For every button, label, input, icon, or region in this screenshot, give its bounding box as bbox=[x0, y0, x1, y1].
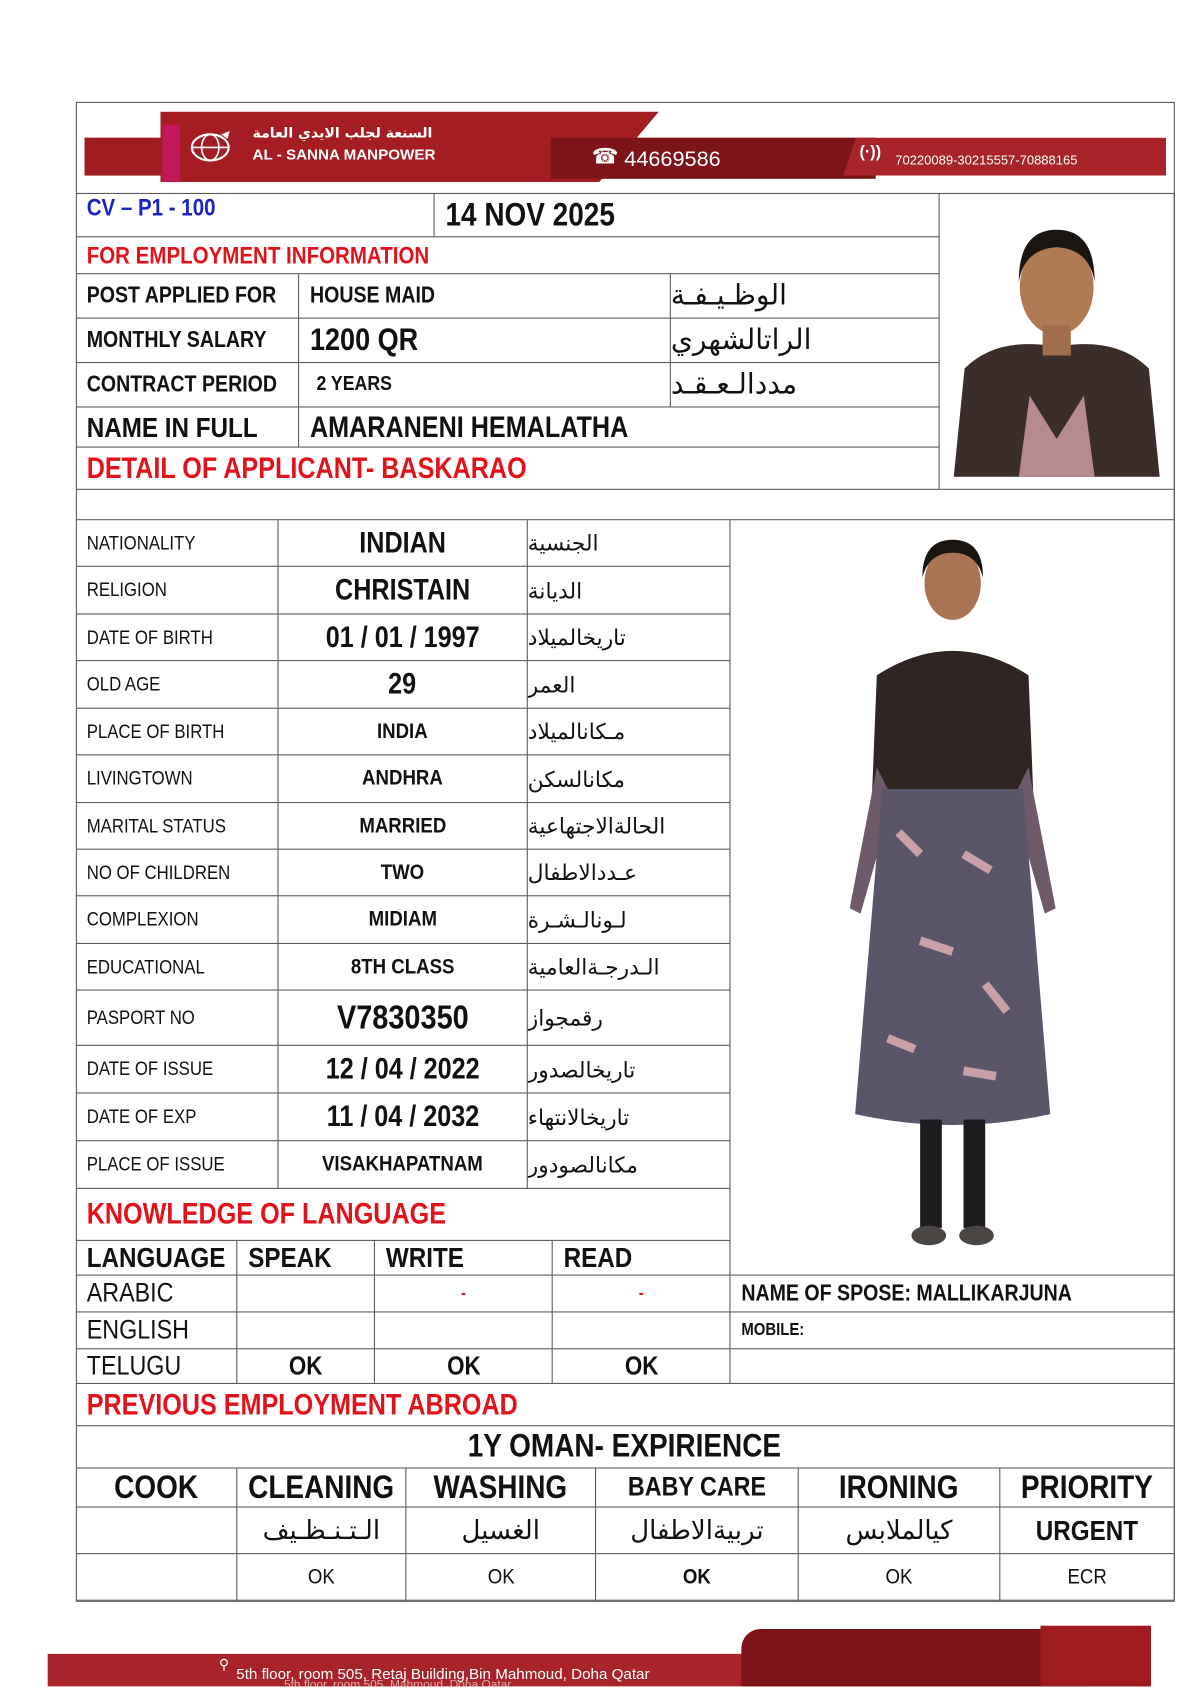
detail-value-8 bbox=[279, 896, 528, 944]
detail-value-5-text: ANDHRA bbox=[362, 766, 444, 791]
skill-value-1 bbox=[237, 1554, 406, 1601]
detail-label-11 bbox=[76, 1046, 279, 1094]
detail-label-8-text: COMPLEXION bbox=[86, 908, 199, 930]
detail-value-13 bbox=[279, 1141, 528, 1189]
detail-value-1-text: CHRISTAIN bbox=[335, 573, 471, 606]
footer-banner bbox=[48, 1615, 1153, 1691]
language-header-2-text: WRITE bbox=[385, 1240, 464, 1274]
skill-value-0 bbox=[76, 1554, 237, 1601]
company-name: AL - SANNA MANPOWER bbox=[252, 145, 436, 163]
detail-label-13 bbox=[76, 1141, 279, 1189]
detail-value-4-text: INDIA bbox=[377, 719, 429, 743]
detail-arabic-8: لـونالـشـرة bbox=[528, 896, 731, 944]
previous-employment-title: PREVIOUS EMPLOYMENT ABROAD bbox=[76, 1384, 1175, 1426]
detail-label-7-text: NO OF CHILDREN bbox=[86, 861, 231, 883]
detail-arabic-10: رقمجواز bbox=[528, 991, 731, 1046]
detail-value-9 bbox=[279, 944, 528, 991]
detail-value-3-text: 29 bbox=[388, 667, 417, 701]
mobile-numbers: 70220089-30215557-70888165 bbox=[895, 152, 1078, 168]
detail-label-12-text: DATE OF EXP bbox=[86, 1105, 197, 1128]
skill-name-4 bbox=[799, 1469, 1001, 1508]
detail-value-7-text: TWO bbox=[380, 859, 425, 884]
detail-arabic-7: عـددالاطفال bbox=[528, 850, 731, 897]
detail-value-2 bbox=[279, 615, 528, 662]
skill-name-1-text: CLEANING bbox=[248, 1469, 395, 1505]
detail-section-title: DETAIL OF APPLICANT- BASKARAO bbox=[76, 448, 940, 490]
detail-label-1 bbox=[76, 567, 279, 615]
language-write-2-text: OK bbox=[446, 1350, 481, 1381]
detail-label-11-text: DATE OF ISSUE bbox=[86, 1057, 214, 1080]
language-header-3-text: READ bbox=[563, 1240, 633, 1274]
salary-label: MONTHLY SALARY bbox=[76, 319, 299, 363]
language-language-1-text: ENGLISH bbox=[86, 1314, 190, 1345]
spouse-name: NAME OF SPOSE: MALLIKARJUNA bbox=[730, 1276, 1174, 1313]
post-label: POST APPLIED FOR bbox=[76, 274, 299, 318]
skill-arabic-3: تربيةالاطفال bbox=[596, 1508, 799, 1555]
skill-arabic-1: الـتـنـظـيف bbox=[237, 1508, 406, 1555]
language-speak-0 bbox=[237, 1276, 375, 1313]
skill-value-4-text: OK bbox=[885, 1564, 913, 1589]
language-read-2 bbox=[553, 1349, 731, 1384]
skill-name-2-text: WASHING bbox=[433, 1469, 568, 1505]
empty-cell bbox=[730, 1349, 1174, 1384]
name-value: AMARANENI HEMALATHA bbox=[299, 408, 940, 448]
language-header-0 bbox=[76, 1241, 237, 1276]
contract-value: 2 YEARS bbox=[299, 363, 671, 407]
salary-arabic: الراتالشهري bbox=[671, 319, 940, 363]
skill-value-2 bbox=[406, 1554, 596, 1601]
language-read-0-text: - bbox=[638, 1283, 644, 1303]
detail-value-10-text: V7830350 bbox=[336, 998, 469, 1037]
salary-value: 1200 QR bbox=[299, 319, 671, 363]
detail-arabic-9: الـدرجـةالعامية bbox=[528, 944, 731, 991]
detail-label-5 bbox=[76, 755, 279, 803]
spacer-row bbox=[76, 490, 1175, 520]
phone-number: 44669586 bbox=[624, 147, 721, 172]
skill-name-5 bbox=[1000, 1469, 1174, 1508]
language-write-2 bbox=[375, 1349, 553, 1384]
skill-name-4-text: IRONING bbox=[839, 1469, 959, 1505]
language-write-0-text: - bbox=[460, 1283, 466, 1303]
skill-name-2 bbox=[406, 1469, 596, 1508]
detail-label-3 bbox=[76, 661, 279, 709]
detail-label-0-text: NATIONALITY bbox=[86, 531, 196, 554]
language-read-2-text: OK bbox=[624, 1350, 658, 1381]
language-language-1 bbox=[76, 1312, 237, 1349]
detail-value-4 bbox=[279, 709, 528, 756]
skill-name-0-text: COOK bbox=[114, 1469, 199, 1505]
skill-name-3 bbox=[596, 1469, 799, 1508]
detail-label-8 bbox=[76, 896, 279, 944]
detail-value-5 bbox=[279, 755, 528, 803]
cv-number: CV – P1 - 100 bbox=[76, 194, 435, 237]
language-read-0 bbox=[553, 1276, 731, 1313]
skill-value-2-text: OK bbox=[487, 1564, 515, 1589]
detail-value-0-text: INDIAN bbox=[359, 526, 446, 559]
language-read-1 bbox=[553, 1312, 731, 1349]
post-arabic: الوظـيـفـة bbox=[671, 274, 940, 318]
language-speak-2-text: OK bbox=[288, 1350, 323, 1381]
employment-section-title: FOR EMPLOYMENT INFORMATION bbox=[76, 237, 940, 274]
detail-label-7 bbox=[76, 850, 279, 897]
detail-arabic-11: تاريخالصدور bbox=[528, 1046, 731, 1094]
detail-arabic-3: العمر bbox=[528, 661, 731, 709]
detail-label-5-text: LIVINGTOWN bbox=[86, 767, 193, 790]
detail-arabic-13: مكانالصودور bbox=[528, 1141, 731, 1189]
skill-value-1-text: OK bbox=[307, 1564, 335, 1589]
detail-value-12 bbox=[279, 1094, 528, 1142]
name-label: NAME IN FULL bbox=[76, 408, 299, 448]
detail-value-7 bbox=[279, 850, 528, 897]
detail-label-9 bbox=[76, 944, 279, 991]
detail-label-2 bbox=[76, 615, 279, 662]
detail-label-4 bbox=[76, 709, 279, 756]
detail-value-13-text: VISAKHAPATNAM bbox=[322, 1152, 484, 1176]
language-header-3 bbox=[553, 1241, 731, 1276]
language-language-2-text: TELUGU bbox=[86, 1350, 182, 1381]
detail-label-6-text: MARITAL STATUS bbox=[86, 814, 226, 837]
mobile-icon: (·)) bbox=[859, 143, 882, 162]
detail-label-13-text: PLACE OF ISSUE bbox=[86, 1153, 225, 1175]
skill-arabic-4: كيالملابس bbox=[799, 1508, 1001, 1555]
contract-label: CONTRACT PERIOD bbox=[76, 363, 299, 407]
detail-label-2-text: DATE OF BIRTH bbox=[86, 625, 213, 648]
detail-label-10-text: PASPORT NO bbox=[86, 1006, 195, 1028]
detail-arabic-2: تاريخالميلاد bbox=[528, 615, 731, 662]
contract-arabic: مددالـعـقـد bbox=[671, 363, 940, 407]
post-value: HOUSE MAID bbox=[299, 274, 671, 318]
skill-value-4 bbox=[799, 1554, 1001, 1601]
location-pin-icon: ⚲ bbox=[218, 1656, 230, 1673]
detail-label-4-text: PLACE OF BIRTH bbox=[86, 720, 225, 742]
detail-value-3 bbox=[279, 661, 528, 709]
detail-value-0 bbox=[279, 520, 528, 567]
detail-value-11 bbox=[279, 1046, 528, 1094]
skill-arabic-5 bbox=[1000, 1508, 1174, 1555]
detail-label-6 bbox=[76, 803, 279, 850]
language-header-2 bbox=[375, 1241, 553, 1276]
language-header-0-text: LANGUAGE bbox=[86, 1240, 226, 1274]
detail-label-10 bbox=[76, 991, 279, 1046]
language-speak-1 bbox=[237, 1312, 375, 1349]
detail-value-9-text: 8TH CLASS bbox=[350, 954, 455, 979]
skill-name-5-text: PRIORITY bbox=[1021, 1469, 1154, 1505]
cv-date: 14 NOV 2025 bbox=[435, 194, 940, 237]
detail-value-6 bbox=[279, 803, 528, 850]
telephone-icon: ☎ bbox=[591, 145, 619, 170]
detail-value-12-text: 11 / 04 / 2032 bbox=[326, 1100, 479, 1133]
skill-value-3-text: OK bbox=[682, 1564, 711, 1589]
skill-value-5 bbox=[1000, 1554, 1174, 1601]
footer-address: 5th floor, room 505, Retaj Building,Bin Mahmoud, Doha Qatar bbox=[236, 1664, 650, 1683]
detail-value-2-text: 01 / 01 / 1997 bbox=[325, 620, 480, 653]
skill-name-3-text: BABY CARE bbox=[627, 1471, 766, 1503]
detail-value-10 bbox=[279, 991, 528, 1046]
skill-value-5-text: ECR bbox=[1067, 1564, 1107, 1589]
detail-arabic-6: الحالةالاجتهاعية bbox=[528, 803, 731, 850]
detail-arabic-0: الجنسية bbox=[528, 520, 731, 567]
company-arabic-name: السنعة لجلب الايدي العامة bbox=[252, 125, 433, 142]
language-write-0 bbox=[375, 1276, 553, 1313]
detail-value-8-text: MIDIAM bbox=[368, 907, 437, 931]
language-language-0-text: ARABIC bbox=[86, 1277, 174, 1309]
language-header-1 bbox=[237, 1241, 375, 1276]
full-body-photo bbox=[730, 520, 1174, 1275]
detail-label-3-text: OLD AGE bbox=[86, 673, 161, 695]
detail-value-11-text: 12 / 04 / 2022 bbox=[325, 1052, 480, 1085]
language-language-2 bbox=[76, 1349, 237, 1384]
detail-label-1-text: RELIGION bbox=[86, 578, 167, 601]
mobile-label: MOBILE: bbox=[730, 1312, 1174, 1349]
skill-value-3 bbox=[596, 1554, 799, 1601]
footer-address-ghost: 5th floor, room 505, Mahmoud, Doha Qatar bbox=[283, 1678, 512, 1692]
language-language-0 bbox=[76, 1276, 237, 1313]
detail-arabic-1: الديانة bbox=[528, 567, 731, 615]
experience-summary: 1Y OMAN- EXPIRIENCE bbox=[76, 1426, 1175, 1468]
skill-arabic-5-text: URGENT bbox=[1035, 1513, 1139, 1547]
detail-label-12 bbox=[76, 1094, 279, 1142]
detail-label-0 bbox=[76, 520, 279, 567]
language-write-1 bbox=[375, 1312, 553, 1349]
skill-arabic-0 bbox=[76, 1508, 237, 1555]
skill-name-0 bbox=[76, 1469, 237, 1508]
detail-value-6-text: MARRIED bbox=[359, 813, 447, 838]
language-section-title: KNOWLEDGE OF LANGUAGE bbox=[76, 1189, 731, 1241]
detail-arabic-4: مـكانالميلاد bbox=[528, 709, 731, 756]
passport-photo bbox=[940, 194, 1175, 490]
detail-arabic-5: مكانالسكن bbox=[528, 755, 731, 803]
language-header-1-text: SPEAK bbox=[248, 1240, 332, 1274]
detail-arabic-12: تاريخالانتهاء bbox=[528, 1094, 731, 1142]
skill-arabic-2: الغسيل bbox=[406, 1508, 596, 1555]
detail-label-9-text: EDUCATIONAL bbox=[86, 955, 205, 978]
detail-value-1 bbox=[279, 567, 528, 615]
skill-name-1 bbox=[237, 1469, 406, 1508]
language-speak-2 bbox=[237, 1349, 375, 1384]
